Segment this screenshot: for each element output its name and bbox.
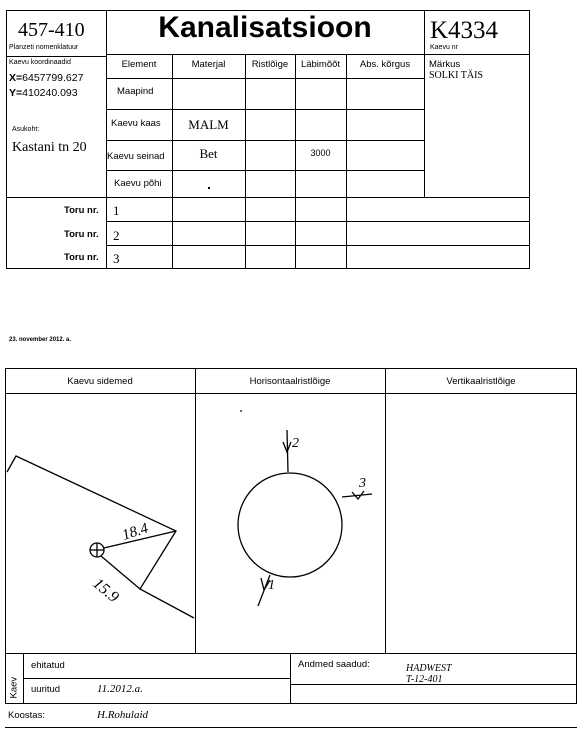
nomenclature-label: Planzeti nomenklatuur: [9, 44, 79, 51]
scan-dot: [240, 410, 242, 412]
col-diameter: Läbimõõt: [300, 59, 341, 70]
panel-title-connections: Kaevu sidemed: [67, 376, 133, 387]
col-material: Materjal: [191, 59, 226, 70]
footer-border: [5, 654, 577, 704]
compiled-label: Koostas:: [8, 710, 45, 721]
data-received-company: HADWEST: [406, 663, 452, 674]
coords-label: Kaevu koordinaadid: [9, 59, 71, 66]
pipe-3-line: [342, 494, 372, 497]
data-received-code: T-12-401: [406, 674, 443, 685]
data-received-label: Andmed saadud:: [298, 659, 370, 670]
well-number-label: Kaevu nr: [430, 44, 459, 51]
pipe-label-3: Toru nr.: [64, 252, 99, 263]
location-label: Asukoht:: [12, 126, 40, 133]
pipe-mark-3: 3: [359, 476, 366, 491]
notes-value: SOLKI TÄIS: [429, 70, 483, 81]
well-circle: [238, 473, 342, 577]
col-cross-section: Ristlõige: [251, 59, 289, 70]
cover-material: MALM: [188, 117, 229, 132]
compiled-value: H.Rohulaid: [97, 709, 149, 721]
location-value: Kastani tn 20: [12, 140, 87, 155]
walls-material: Bet: [199, 146, 218, 161]
row-label-cover: Kaevu kaas: [111, 118, 161, 129]
date-stamp: 23. november 2012. a.: [9, 337, 72, 343]
pipe-num-3: 3: [113, 251, 120, 266]
row-label-ground: Maapind: [117, 86, 154, 97]
panel-title-vertical: Vertikaalristlõige: [446, 376, 516, 387]
pipe-label-1: Toru nr.: [64, 205, 99, 216]
surveyed-label: uuritud: [31, 684, 61, 695]
pipe-label-2: Toru nr.: [64, 229, 99, 240]
horizontal-section: [238, 430, 372, 606]
col-abs-height: Abs. kõrgus: [359, 59, 411, 70]
pipe-mark-2: 2: [292, 436, 299, 451]
coord-y: Y=410240.093: [9, 87, 78, 99]
pipe-num-1: 1: [113, 203, 120, 218]
nomenclature-value: 457-410: [18, 19, 85, 41]
surveyed-value: 11.2012.a.: [97, 683, 143, 695]
page-title: Kanalisatsioon: [158, 11, 372, 44]
pipe-num-2: 2: [113, 228, 120, 243]
built-label: ehitatud: [31, 660, 65, 671]
distance-2: 15.9: [89, 575, 122, 607]
footer-side-label: Kaev: [8, 676, 20, 699]
coord-x: X=6457799.627: [9, 72, 84, 84]
pipe-mark-1: 1: [268, 578, 275, 593]
col-element: Element: [121, 59, 157, 70]
row-label-walls: Kaevu seinad: [107, 151, 165, 162]
row-label-bottom: Kaevu põhi: [114, 178, 162, 189]
panel-title-horizontal: Horisontaalristlõige: [249, 376, 331, 387]
well-number: K4334: [430, 17, 499, 44]
walls-diameter: 3000: [310, 148, 331, 158]
distance-1: 18.4: [120, 520, 151, 544]
col-notes: Märkus: [429, 59, 461, 70]
